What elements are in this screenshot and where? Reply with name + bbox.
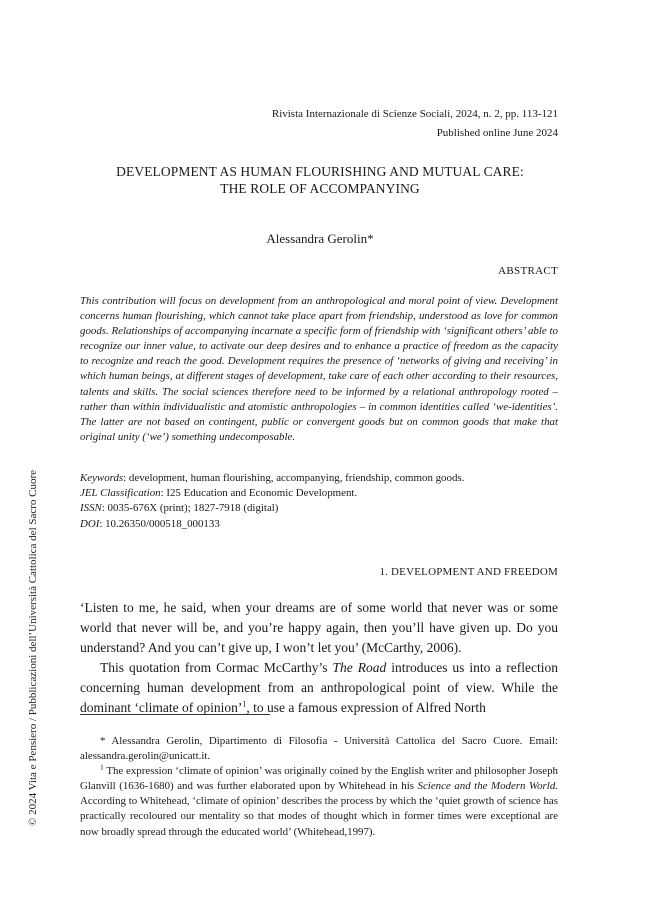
doi-line bbox=[80, 517, 464, 532]
keywords-value: : development, human flourishing, accompanying, friendship, common goods. bbox=[123, 472, 465, 484]
article-title bbox=[80, 163, 560, 197]
abstract-heading: ABSTRACT bbox=[498, 265, 558, 277]
body-paragraph-1: ‘Listen to me, he said, when your dreams are of some world that never was or some world that never will be, and you’re happy again, then you’ll have given up. Do you understand? And you can’t give up, I won’t let you’ (McCarthy, 2006). bbox=[80, 600, 558, 655]
p2-text-3: , to use a famous expression of Alfred North bbox=[246, 700, 486, 715]
article-metadata bbox=[80, 471, 464, 532]
footnote-marker-1[interactable]: 1 bbox=[242, 699, 247, 709]
book-title-the-road: The Road bbox=[332, 660, 387, 675]
keywords-line bbox=[80, 471, 464, 486]
footnote-1 bbox=[80, 764, 558, 839]
issn-line bbox=[80, 501, 464, 516]
section-heading: 1. DEVELOPMENT AND FREEDOM bbox=[379, 566, 558, 578]
jel-value: : I25 Education and Economic Development. bbox=[160, 487, 358, 500]
abstract-text: This contribution will focus on development from an anthropological and moral point of view. Development concerns human flourishing, which cannot take place apart from friendship, understood as love for common goods. Relationships of accompanying incarnate a specific form of friendship with ‘significant others’ able to recognize our inner value, to activate our deep desires and to enhance a practice of freedom as the capacity to recognize and reach the good. Development requires the presence of ‘networks of giving and receiving’ in which human beings, at different stages of development, take care of each other according to their resources, talents and skills. The social sciences therefore need to be informed by a relational anthropology rooted – rather than within individualistic and atomistic anthropologies – in common identities called ‘we-identities’. The latter are not based on contingent, public or convergent goods but on common goods that make that original unity (‘we’) something undecomposable. bbox=[80, 295, 558, 443]
body-paragraph-2 bbox=[80, 658, 558, 718]
keywords-label: Keywords bbox=[80, 472, 124, 484]
body-text bbox=[80, 598, 558, 718]
title-line-2: THE ROLE OF ACCOMPANYING bbox=[220, 181, 420, 196]
title-line-1: DEVELOPMENT AS HUMAN FLOURISHING AND MUTUAL CARE: bbox=[116, 164, 524, 179]
issn-value: : 0035-676X (print); 1827-7918 (digital) bbox=[101, 502, 279, 515]
doi-value: : 10.26350/000518_000133 bbox=[99, 517, 220, 530]
jel-line bbox=[80, 486, 464, 501]
footnote-1-text-2: According to Whitehead, ‘climate of opinion’ describes the process by which the ‘quiet growth of science has practically recoloured our mentality so that modes of thought which in former times were exceptional are now broadly spread through the educated world’ (Whitehead,1997). bbox=[80, 795, 558, 838]
publication-date: Published online June 2024 bbox=[436, 127, 558, 139]
p2-text-1: This quotation from Cormac McCarthy’s bbox=[100, 660, 333, 675]
footnote-1-text-1: The expression ‘climate of opinion’ was originally coined by the English writer and philosopher Joseph Glanvill (1636-1680) and was further elaborated upon by Whitehead in his bbox=[80, 765, 558, 793]
footnote-author: * Alessandra Gerolin, Dipartimento di Filosofia - Università Cattolica del Sacro Cuore. Email: alessandra.gerolin@unicatt.it. bbox=[80, 735, 558, 763]
p2-text-2: introduces us into a reflection concerning human development from an anthropological point of view. While the dominant ‘climate of opinion’ bbox=[80, 660, 559, 715]
footnotes bbox=[80, 734, 558, 840]
journal-header bbox=[272, 105, 558, 143]
footnote-1-book-title: Science and the Modern World. bbox=[417, 780, 558, 793]
author-name: Alessandra Gerolin* bbox=[266, 231, 374, 246]
journal-citation: Rivista Internazionale di Scienze Sociali, 2024, n. 2, pp. 113-121 bbox=[271, 108, 558, 120]
footnote-separator bbox=[80, 714, 270, 715]
issn-label: ISSN bbox=[80, 502, 102, 515]
jel-label: JEL Classification bbox=[80, 487, 161, 500]
doi-label: DOI bbox=[80, 517, 100, 530]
footnote-1-number: 1 bbox=[100, 762, 104, 772]
copyright-side-note: © 2024 Vita e Pensiero / Pubblicazioni dell’Università Cattolica del Sacro Cuore bbox=[27, 469, 39, 826]
